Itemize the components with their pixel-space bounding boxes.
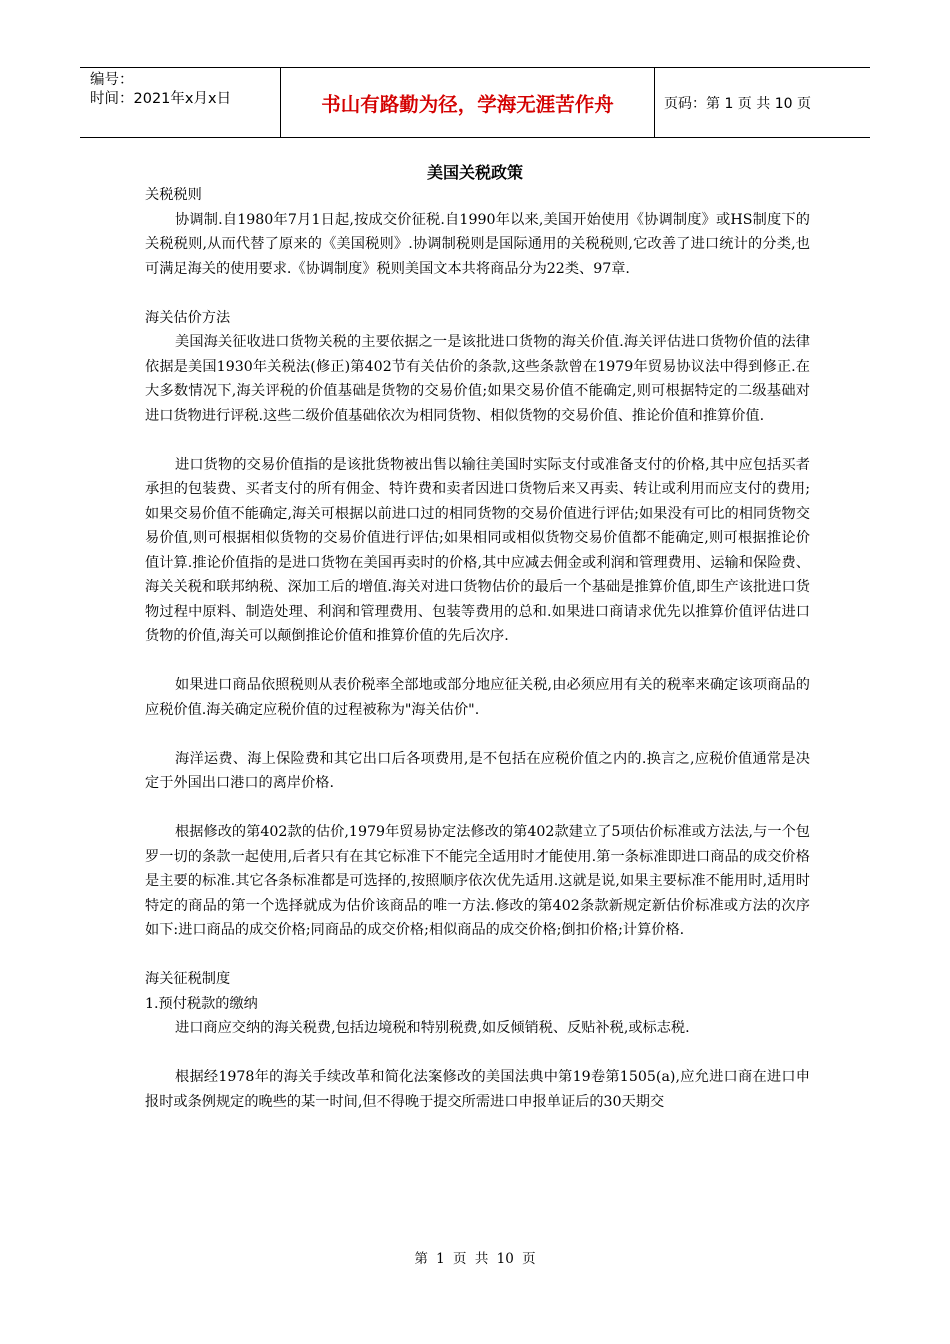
paragraph: 海洋运费、海上保险费和其它出口后各项费用,是不包括在应税价值之内的.换言之,应税价值通常是决定于外国出口港口的离岸价格. <box>145 750 810 791</box>
paragraph: 美国海关征收进口货物关税的主要依据之一是该批进口货物的海关价值.海关评估进口货物价值的法律依据是美国1930年关税法(修正)第402节有关估价的条款,这些条款曾在1979年贸易协议法中得到修正.在大多数情况下,海关评税的价值基础是货物的交易价值;如果交易价值不能确定,则可根据特定的二级基础对进口货物进行评税.这些二级价值基础依次为相同货物、相似货物的交易价值、推论价值和推算价值. <box>145 334 810 424</box>
paragraph: 如果进口商品依照税则从表价税率全部地或部分地应征关税,由必须应用有关的税率来确定该项商品的应税价值.海关确定应税价值的过程被称为"海关估价". <box>145 677 810 718</box>
paragraph: 进口货物的交易价值指的是该批货物被出售以输往美国时实际支付或准备支付的价格,其中应包括买者承担的包装费、买者支付的所有佣金、特许费和卖者因进口货物后来又再卖、转让或利用而应支付的费用;如果交易价值不能确定,海关可根据以前进口过的相同货物的交易价值进行评估;如果没有可比的相同货物交易价值,则可根据相似货物的交易价值进行评估;如果相同或相似货物交易价值都不能确定,则可根据推论价值计算.推论价值指的是进口货物在美国再卖时的价格,其中应减去佣金或利润和管理费用、运输和保险费、海关关税和联邦纳税、深加工后的增值.海关对进口货物估价的最后一个基础是推算价值,即生产该批进口货物过程中原料、制造处理、利润和管理费用、包装等费用的总和.如果进口商请求优先以推算价值评估进口货物的价值,海关可以颠倒推论价值和推算价值的先后次序. <box>145 456 810 644</box>
header-motto: 书山有路勤为径，学海无涯苦作舟 <box>280 68 655 137</box>
subsection-heading: 1.预付税款的缴纳 <box>145 995 258 1012</box>
document-date-label: 时间：2021年x月x日 <box>90 91 232 107</box>
section-heading-tariff-schedule: 关税税则 <box>145 187 202 203</box>
paragraph: 进口商应交纳的海关税费,包括边境税和特别税费,如反倾销税、反贴补税,或标志税. <box>175 1020 690 1036</box>
header-page-info: 页码：第 1 页 共 10 页 <box>664 95 811 112</box>
page-header <box>80 67 870 138</box>
document-number-label: 编号： <box>90 72 134 88</box>
paragraph: 根据经1978年的海关手续改革和简化法案修改的美国法典中第19卷第1505(a),应允进口商在进口申报时或条例规定的晚些的某一时间,但不得晚于提交所需进口申报单证后的30天期交 <box>145 1069 810 1110</box>
document-title: 美国关税政策 <box>426 163 523 182</box>
page-footer: 第 1 页 共 10 页 <box>414 1251 536 1267</box>
header-meta <box>80 68 280 137</box>
paragraph: 协调制.自1980年7月1日起,按成交价征税.自1990年以来,美国开始使用《协调制度》或HS制度下的关税税则,从而代替了原来的《美国税则》.协调制税则是国际通用的关税税则,它改善了进口统计的分类,也可满足海关的使用要求.《协调制度》税则美国文本共将商品分为22类、97章. <box>145 211 810 277</box>
document-body <box>145 183 810 1114</box>
paragraph: 根据修改的第402款的估价,1979年贸易协定法修改的第402款建立了5项估价标准或方法法,与一个包罗一切的条款一起使用,后者只有在其它标准下不能完全适用时才能使用.第一条标准即进口商品的成交价格是主要的标准.其它各条标准都是可选择的,按照顺序依次优先适用.这就是说,如果主要标准不能用时,适用时特定的商品的第一个选择就成为估价该商品的唯一方法.修改的第402条款新规定新估价标准或方法的次序如下:进口商品的成交价格;同商品的成交价格;相似商品的成交价格;倒扣价格;计算价格. <box>145 824 810 938</box>
section-heading-customs-valuation: 海关估价方法 <box>145 309 231 326</box>
section-heading-customs-taxation: 海关征税制度 <box>145 971 231 987</box>
